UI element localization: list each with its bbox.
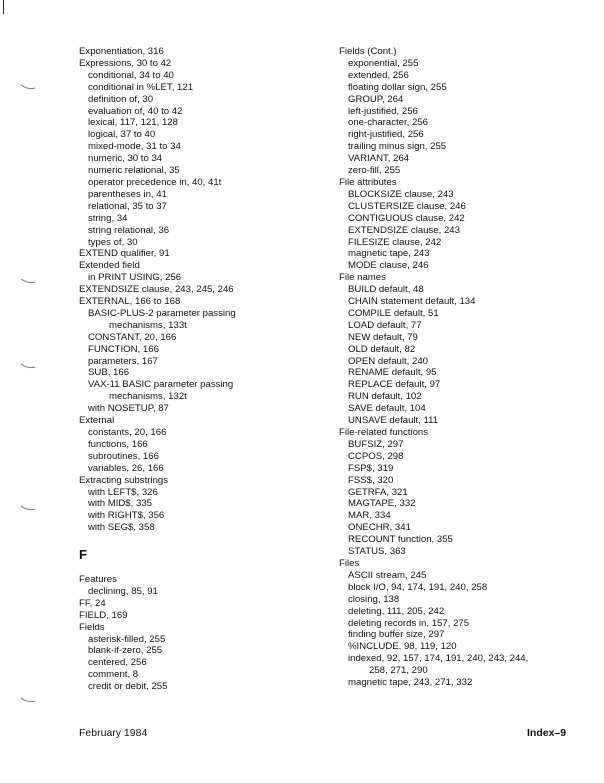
index-subentry: 258, 271, 290 [369, 665, 428, 677]
index-subentry: ASCII stream, 245 [348, 569, 427, 581]
index-subentry: CLUSTERSIZE clause, 246 [348, 200, 466, 212]
margin-mark-icon [20, 363, 36, 369]
margin-mark-icon [20, 84, 36, 90]
footer-page-number: Index–9 [527, 727, 567, 739]
index-subentry: with MID$, 335 [88, 498, 152, 510]
index-entry: EXTEND qualifier, 91 [79, 248, 170, 260]
index-subentry: CONSTANT, 20, 166 [88, 331, 177, 343]
index-entry: Features [79, 574, 117, 586]
index-entry: Fields [79, 621, 105, 633]
index-subentry: subroutines, 166 [88, 450, 159, 462]
index-subentry: lexical, 117, 121, 128 [88, 117, 178, 129]
index-subentry: OLD default, 82 [348, 343, 416, 355]
section-spacer [79, 534, 319, 546]
index-subentry: extended, 256 [348, 69, 409, 81]
index-subentry: parentheses in, 41 [88, 188, 167, 200]
index-subentry: string relational, 36 [88, 224, 170, 236]
index-subentry: BASIC-PLUS-2 parameter passing [88, 307, 236, 319]
index-entry: File attributes [339, 176, 397, 188]
index-subentry: FSP$, 319 [348, 462, 394, 474]
index-subentry: OPEN default, 240 [348, 355, 428, 367]
index-subentry: variables, 26, 166 [88, 462, 164, 474]
index-subentry: trailing minus sign, 255 [348, 141, 447, 153]
index-entry: FF, 24 [79, 597, 106, 609]
index-entry: File-related functions [339, 427, 429, 438]
index-subentry: VARIANT, 264 [348, 153, 410, 165]
index-entry: Extracting substrings [79, 474, 169, 486]
index-entry: External [79, 415, 115, 427]
index-subentry: RECOUNT function, 355 [348, 534, 453, 546]
index-subentry: deleting, 111, 205, 242 [348, 605, 445, 617]
index-subentry: with NOSETUP, 87 [88, 403, 169, 415]
index-subentry: evaluation of, 40 to 42 [88, 105, 183, 117]
index-subentry: GETRFA, 321 [348, 486, 408, 498]
index-entry: Expressions, 30 to 42 [79, 57, 172, 69]
index-subentry: UNSAVE default, 111 [348, 415, 439, 427]
footer-date: February 1984 [79, 727, 148, 739]
index-subentry: %INCLUDE, 98, 119, 120 [348, 641, 457, 653]
index-subentry: centered, 256 [88, 657, 147, 669]
index-subentry: comment, 8 [88, 669, 139, 681]
index-subentry: one-character, 256 [348, 117, 429, 129]
margin-mark-icon [20, 278, 36, 284]
index-subentry: parameters, 167 [88, 355, 158, 367]
index-subentry: numeric relational, 35 [88, 165, 180, 177]
index-entry: EXTENDSIZE clause, 243, 245, 246 [79, 284, 234, 296]
index-subentry: with LEFT$, 326 [88, 486, 158, 498]
index-subentry: SUB, 166 [88, 367, 130, 379]
index-subentry: conditional in %LET, 121 [88, 81, 194, 93]
index-subentry: left-justified, 256 [348, 105, 418, 117]
index-entry: Exponentiation, 316 [79, 46, 164, 57]
index-subentry: magnetic tape, 243, 271, 332 [348, 677, 473, 689]
index-subentry: MAR, 334 [348, 510, 391, 522]
index-subentry: in PRINT USING, 256 [88, 272, 182, 284]
index-subentry: zero-fill, 255 [348, 165, 401, 177]
index-entry: Extended field [79, 260, 140, 272]
index-subentry: NEW default, 79 [348, 331, 418, 343]
index-subentry: BLOCKSIZE clause, 243 [348, 188, 454, 200]
index-subentry: LOAD default, 77 [348, 319, 422, 331]
index-column-right [339, 46, 589, 689]
index-subentry: with RIGHT$, 356 [88, 510, 165, 522]
index-subentry: numeric, 30 to 34 [88, 153, 163, 165]
index-subentry: ONECHR, 341 [348, 522, 411, 534]
index-subentry: SAVE default, 104 [348, 403, 426, 415]
index-column-left [79, 46, 319, 693]
index-subentry: operator precedence in, 40, 41t [88, 176, 222, 188]
index-entry: Files [339, 557, 360, 569]
index-subentry: block I/O, 94, 174, 191, 240, 258 [348, 581, 488, 593]
margin-mark-icon [20, 697, 36, 703]
index-subentry: asterisk-filled, 255 [88, 633, 166, 645]
index-subentry: FUNCTION, 166 [88, 343, 159, 355]
index-subentry: VAX-11 BASIC parameter passing [88, 379, 234, 391]
index-subentry: relational, 35 to 37 [88, 200, 167, 212]
index-subentry: finding buffer size, 297 [348, 629, 445, 641]
index-subentry: FILESIZE clause, 242 [348, 236, 442, 248]
index-subentry: EXTENDSIZE clause, 243 [348, 224, 460, 236]
index-subentry: logical, 37 to 40 [88, 129, 156, 141]
index-entry: EXTERNAL, 166 to 168 [79, 296, 181, 308]
index-subentry: RUN default, 102 [348, 391, 422, 403]
index-subentry: types of, 30 [88, 236, 138, 248]
index-subentry: STATUS, 363 [348, 546, 406, 558]
index-entry: File names [339, 272, 386, 284]
margin-mark-icon [20, 505, 36, 511]
binding-edge-line [3, 0, 4, 14]
index-subentry: magnetic tape, 243 [348, 248, 430, 260]
index-subentry: BUILD default, 48 [348, 284, 424, 296]
index-subentry: right-justified, 256 [348, 129, 424, 141]
index-subentry: string, 34 [88, 212, 128, 224]
index-subentry: REPLACE default, 97 [348, 379, 441, 391]
index-subentry: blank-if-zero, 255 [88, 645, 163, 657]
index-subentry: credit or debit, 255 [88, 681, 168, 693]
index-entry: FIELD, 169 [79, 609, 128, 621]
index-subentry: MAGTAPE, 332 [348, 498, 416, 510]
index-subentry: functions, 166 [88, 438, 148, 450]
index-entry: Fields (Cont.) [339, 46, 397, 57]
index-subentry: closing, 138 [348, 593, 400, 605]
index-subentry: FSS$, 320 [348, 474, 394, 486]
index-subentry: indexed, 92, 157, 174, 191, 240, 243, 244, [348, 653, 529, 665]
index-subentry: declining, 85, 91 [88, 585, 158, 597]
index-subentry: RENAME default, 95 [348, 367, 437, 379]
index-subentry: exponential, 255 [348, 57, 419, 69]
index-subentry: mechanisms, 132t [109, 391, 187, 403]
index-subentry: mechanisms, 133t [109, 319, 187, 331]
index-subentry: CCPOS, 298 [348, 450, 404, 462]
index-subentry: definition of, 30 [88, 93, 154, 105]
index-subentry: GROUP, 264 [348, 93, 404, 105]
index-subentry: with SEG$, 358 [88, 522, 155, 534]
index-subentry: MODE clause, 246 [348, 260, 429, 272]
section-letter-heading: F [79, 547, 87, 563]
index-subentry: mixed-mode, 31 to 34 [88, 141, 181, 153]
index-subentry: floating dollar sign, 255 [348, 81, 447, 93]
index-subentry: BUFSIZ, 297 [348, 438, 404, 450]
index-subentry: constants, 20, 166 [88, 427, 167, 438]
index-subentry: conditional, 34 to 40 [88, 69, 174, 81]
index-subentry: CHAIN statement default, 134 [348, 296, 476, 308]
index-subentry: deleting records in, 157, 275 [348, 617, 470, 629]
index-subentry: CONTIGUOUS clause, 242 [348, 212, 465, 224]
index-subentry: COMPILE default, 51 [348, 307, 439, 319]
